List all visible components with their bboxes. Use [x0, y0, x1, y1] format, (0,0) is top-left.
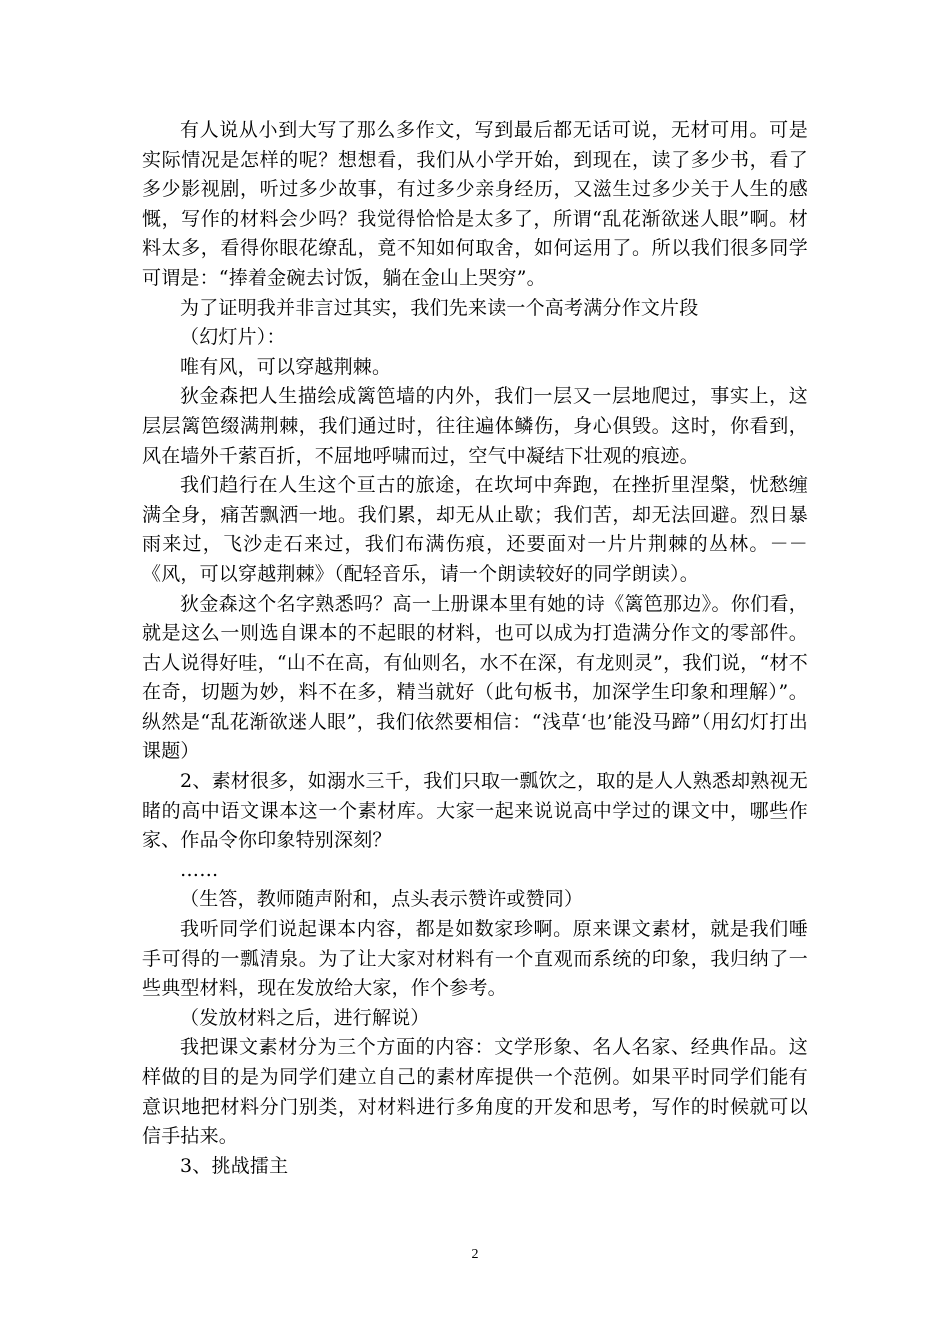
paragraph-slide-label: （幻灯片）： — [180, 326, 286, 349]
paragraph-dickinson: 狄金森这个名字熟悉吗？高一上册课本里有她的诗《篱笆那边》。你们看，就是这么一则选自课本的不起眼的材料，也可以成为打造满分作文的零部件。古人说得好哇，“山不在高，有仙则名，水不在深，有龙则灵”，我们说，“材不在奇，切题为妙，料不在多，精当就好（此句板书，加深学生印象和理解）”。纵然是“乱花渐欲迷人眼”，我们依然要相信：“浅草‘也’能没马蹄”（用幻灯打出课题） — [142, 592, 808, 763]
paragraph-essay-body-1: 狄金森把人生描绘成篱笆墙的内外，我们一层又一层地爬过，事实上，这层层篱笆缀满荆棘，我们通过时，往往遍体鳞伤，身心俱毁。这时，你看到，风在墙外千萦百折，不屈地呼啸而过，空气中凝结下壮观的痕迹。 — [142, 385, 808, 467]
paragraph-intro: 有人说从小到大写了那么多作文，写到最后都无话可说，无材可用。可是实际情况是怎样的呢？想想看，我们从小学开始，到现在，读了多少书，看了多少影视剧，听过多少故事，有过多少亲身经历，又滋生过多少关于人生的感慨，写作的材料会少吗？我觉得恰恰是太多了，所谓“乱花渐欲迷人眼”啊。材料太多，看得你眼花缭乱，竟不知如何取舍，如何运用了。所以我们很多同学可谓是：“捧着金碗去讨饭，躺在金山上哭穷”。 — [142, 119, 808, 289]
document-body — [142, 116, 828, 1181]
paragraph-section-3: 3、挑战擂主 — [180, 1154, 289, 1177]
paragraph-ellipsis: …… — [180, 858, 219, 881]
paragraph-textbook-materials: 我听同学们说起课本内容，都是如数家珍啊。原来课文素材，就是我们唾手可得的一瓢清泉。为了让大家对材料有一个直观而系统的印象，我归纳了一些典型材料，现在发放给大家，作个参考。 — [142, 918, 808, 1000]
paragraph-distribute: （发放材料之后，进行解说） — [180, 1006, 430, 1029]
paragraph-section-2: 2、素材很多，如溺水三千，我们只取一瓢饮之，取的是人人熟悉却熟视无睹的高中语文课本这一个素材库。大家一起来说说高中学过的课文中，哪些作家、作品令你印象特别深刻？ — [142, 770, 808, 852]
page-number: 2 — [471, 1247, 479, 1262]
paragraph-student-answer: （生答，教师随声附和，点头表示赞许或赞同） — [180, 888, 584, 911]
paragraph-essay-body-2: 我们趋行在人生这个亘古的旅途，在坎坷中奔跑，在挫折里涅槃，忧愁缠满全身，痛苦飘洒一地。我们累，却无从止歇；我们苦，却无法回避。烈日暴雨来过，飞沙走石来过，我们布满伤痕，还要面对一片片荆棘的丛林。－－ 《风，可以穿越荆棘》（配轻音乐，请一个朗读较好的同学朗读）。 — [142, 474, 828, 585]
paragraph-proof: 为了证明我并非言过其实，我们先来读一个高考满分作文片段 — [180, 296, 699, 319]
paragraph-essay-title: 唯有风，可以穿越荆棘。 — [180, 355, 392, 378]
paragraph-categories: 我把课文素材分为三个方面的内容：文学形象、名人名家、经典作品。这样做的目的是为同学们建立自己的素材库提供一个范例。如果平时同学们能有意识地把材料分门别类，对材料进行多角度的开发和思考，写作的时候就可以信手拈来。 — [142, 1036, 808, 1148]
